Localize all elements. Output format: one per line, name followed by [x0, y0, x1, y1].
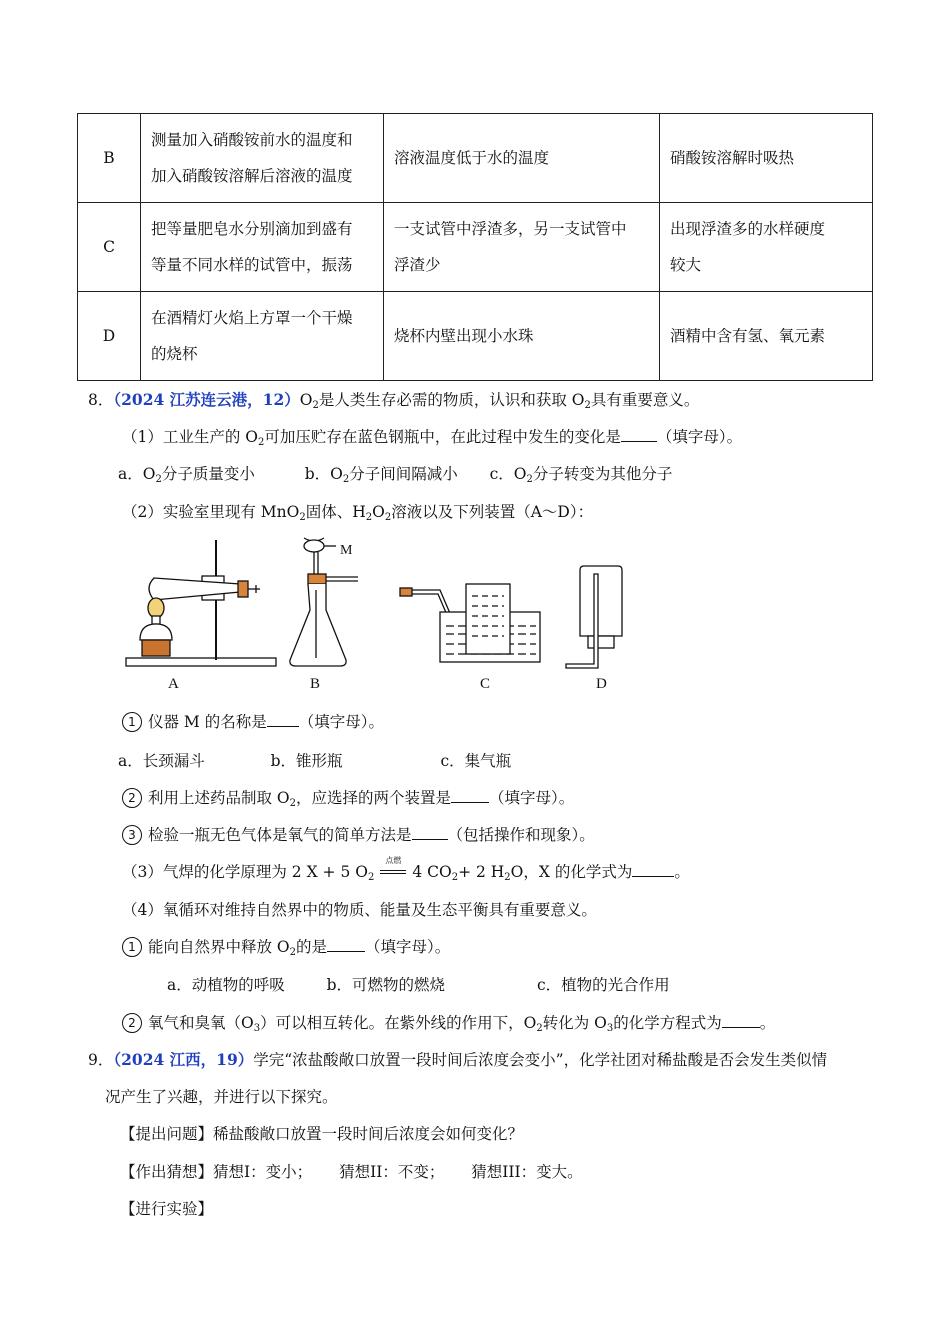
q8-sub5 — [122, 1011, 775, 1033]
apparatus-d — [566, 566, 622, 668]
sub: 3 — [253, 1023, 261, 1034]
q8-sub4-options — [167, 973, 670, 995]
option-a: a．O — [118, 465, 156, 483]
condition-label: 点燃 — [385, 856, 402, 865]
sub: 2 — [365, 512, 373, 523]
text: 稀盐酸敞口放置一段时间后浓度会如何变化？ — [213, 1125, 524, 1143]
text: 的化学方程式为 — [613, 1014, 722, 1032]
table-row — [78, 292, 873, 381]
q8-source: （2024 江苏连云港，12） — [113, 390, 300, 409]
q8-sub4 — [122, 935, 450, 957]
conclusion-cell — [660, 203, 873, 292]
sub: 2 — [384, 512, 392, 523]
sub: 2 — [584, 400, 591, 411]
sub: 2 — [299, 512, 306, 523]
answer-blank[interactable] — [632, 862, 674, 877]
hypothesis-3: 猜想III：变大。 — [471, 1163, 583, 1181]
operation-cell — [141, 292, 384, 381]
text: 分子转变为其他分子 — [532, 465, 673, 483]
answer-blank[interactable] — [327, 937, 365, 952]
phenomenon-cell — [384, 203, 660, 292]
text: 能向自然界中释放 O — [148, 938, 290, 956]
operation-cell-line: 的烧杯 — [151, 345, 198, 363]
text: 转化为 O — [542, 1014, 607, 1032]
phenomenon-cell — [384, 114, 660, 203]
text: 。 — [674, 863, 690, 881]
q8-sub3 — [122, 823, 595, 845]
fig-label-b: B — [310, 676, 321, 692]
answer-blank[interactable] — [722, 1013, 760, 1028]
experiment-table — [77, 113, 873, 381]
sub: 3 — [606, 1023, 614, 1034]
operation-cell-line: 等量不同水样的试管中，振荡 — [151, 256, 353, 274]
q8-intro: O — [299, 391, 313, 409]
text: 固体、H — [305, 503, 366, 521]
sub: 2 — [289, 798, 297, 809]
operation-cell-line: 把等量肥皂水分别滴加到盛有 — [151, 220, 353, 238]
text: 检验一瓶无色气体是氧气的简单方法是 — [148, 826, 412, 844]
text: O，X 的化学式为 — [510, 863, 633, 881]
text: （3）气焊的化学原理为 2 X + 5 O — [122, 863, 368, 881]
circled-number-1: 1 — [122, 937, 142, 957]
q8-part1-options — [118, 462, 672, 484]
text: （填字母）。 — [489, 789, 575, 807]
q9-experiment — [120, 1197, 213, 1219]
option-b: b．O — [304, 465, 343, 483]
q8-sub2 — [122, 786, 574, 808]
fig-label-a: A — [168, 676, 179, 692]
operation-cell-line: 在酒精灯火焰上方罩一个干燥 — [151, 309, 353, 327]
apparatus-a — [126, 540, 276, 666]
q9-header — [88, 1048, 827, 1070]
fig-label-d: D — [596, 676, 607, 692]
q8-part3 — [122, 856, 690, 883]
q9-question — [120, 1122, 523, 1144]
conclusion-cell — [660, 114, 873, 203]
q8-sub1 — [122, 710, 384, 732]
sub: 2 — [289, 947, 297, 958]
sub: 2 — [367, 872, 375, 883]
q9-line2 — [105, 1085, 338, 1107]
option-cell: B — [78, 114, 141, 203]
conclusion-cell-line: 较大 — [670, 256, 702, 274]
option-a: a．长颈漏斗 — [118, 752, 205, 770]
text: ）可以相互转化。在紫外线的作用下，O — [260, 1014, 537, 1032]
conclusion-cell-line: 出现浮渣多的水样硬度 — [670, 220, 826, 238]
sub: 2 — [155, 474, 162, 485]
text: 。 — [759, 1014, 776, 1032]
circled-number-2: 2 — [122, 788, 142, 808]
conclusion-cell-line: 硝酸铵溶解时吸热 — [670, 149, 795, 167]
text: 分子间间隔减小 — [349, 465, 458, 483]
sub: 2 — [312, 400, 319, 411]
answer-blank[interactable] — [267, 712, 299, 727]
label: 【提出问题】 — [120, 1125, 214, 1143]
table-row — [78, 114, 873, 203]
answer-blank[interactable] — [451, 788, 489, 803]
phenomenon-cell-line: 烧杯内壁出现小水珠 — [394, 327, 534, 345]
sub: 2 — [504, 872, 511, 883]
sub: 2 — [526, 474, 533, 485]
text: （2）实验室里现有 MnO — [122, 503, 300, 521]
option-a: a．动植物的呼吸 — [167, 976, 285, 994]
option-cell: D — [78, 292, 141, 381]
sub: 2 — [451, 872, 459, 883]
option-cell: C — [78, 203, 141, 292]
operation-cell-line: 测量加入硝酸铵前水的温度和 — [151, 131, 353, 149]
option-c: c．集气瓶 — [440, 752, 512, 770]
operation-cell — [141, 203, 384, 292]
option-c: c．O — [489, 465, 527, 483]
text: 仪器 M 的名称是 — [148, 713, 267, 731]
text: （填字母）。 — [298, 713, 384, 731]
table-row — [78, 203, 873, 292]
sub: 2 — [258, 437, 265, 448]
text: 4 CO — [412, 863, 452, 881]
text: （1）工业生产的 O — [122, 428, 258, 446]
label: 【作出猜想】 — [120, 1163, 214, 1181]
text: 溶液以及下列装置（A～D）： — [391, 503, 594, 521]
text: 况产生了兴趣，并进行以下探究。 — [105, 1088, 338, 1106]
answer-blank[interactable] — [621, 427, 657, 442]
hypothesis-2: 猜想II：不变； — [339, 1163, 445, 1181]
text: （包括操作和现象）。 — [447, 826, 595, 844]
q8-part2 — [122, 500, 593, 522]
q8-part1 — [122, 425, 742, 447]
apparatus-c — [400, 584, 540, 662]
text: 氧气和臭氧（O — [148, 1014, 254, 1032]
circled-number-2: 2 — [122, 1013, 142, 1033]
operation-cell-line: 加入硝酸铵溶解后溶液的温度 — [151, 167, 353, 185]
q9-source: （2024 江西，19） — [113, 1050, 254, 1069]
circled-number-1: 1 — [122, 712, 142, 732]
answer-blank[interactable] — [412, 825, 448, 840]
q8-intro-b: 是人类生存必需的物质，认识和获取 O — [318, 391, 585, 409]
q8-part4 — [122, 898, 597, 920]
text: + 2 H — [458, 863, 505, 881]
apparatus-figure — [118, 530, 638, 700]
q8-number: 8． — [88, 391, 114, 409]
text: 利用上述药品制取 O — [148, 789, 290, 807]
fig-label-m: M — [340, 543, 353, 558]
label: 【进行实验】 — [120, 1200, 214, 1218]
hypothesis-1: 猜想I：变小； — [213, 1163, 313, 1181]
reaction-condition — [378, 856, 408, 879]
q8-intro-c: 具有重要意义。 — [590, 391, 700, 409]
fig-label-c: C — [480, 676, 491, 692]
q8-header — [88, 388, 699, 410]
text: （填字母）。 — [656, 428, 743, 446]
conclusion-cell — [660, 292, 873, 381]
q9-hypotheses — [120, 1160, 583, 1182]
text: 的是 — [296, 938, 328, 956]
phenomenon-cell-line: 溶液温度低于水的温度 — [394, 149, 550, 167]
sub: 2 — [536, 1023, 543, 1034]
q8-sub1-options — [118, 749, 511, 771]
conclusion-cell-line: 酒精中含有氢、氧元素 — [670, 327, 826, 345]
text: （填字母）。 — [365, 938, 451, 956]
phenomenon-cell — [384, 292, 660, 381]
phenomenon-cell-line: 浮渣少 — [394, 256, 441, 274]
option-b: b．可燃物的燃烧 — [326, 976, 446, 994]
operation-cell — [141, 114, 384, 203]
phenomenon-cell-line: 一支试管中浮渣多，另一支试管中 — [394, 220, 627, 238]
q9-number: 9． — [88, 1051, 114, 1069]
option-b: b．锥形瓶 — [270, 752, 343, 770]
text: 可加压贮存在蓝色钢瓶中，在此过程中发生的变化是 — [264, 428, 621, 446]
text: （4）氧循环对维持自然界中的物质、能量及生态平衡具有重要意义。 — [122, 901, 597, 919]
sub: 2 — [342, 474, 350, 485]
text: O — [372, 503, 385, 521]
text: ，应选择的两个装置是 — [296, 789, 452, 807]
option-c: c．植物的光合作用 — [536, 976, 670, 994]
text: 学完“浓盐酸敞口放置一段时间后浓度会变小”，化学社团对稀盐酸是否会发生类似情 — [253, 1051, 828, 1069]
text: 分子质量变小 — [161, 465, 255, 483]
circled-number-3: 3 — [122, 825, 142, 845]
